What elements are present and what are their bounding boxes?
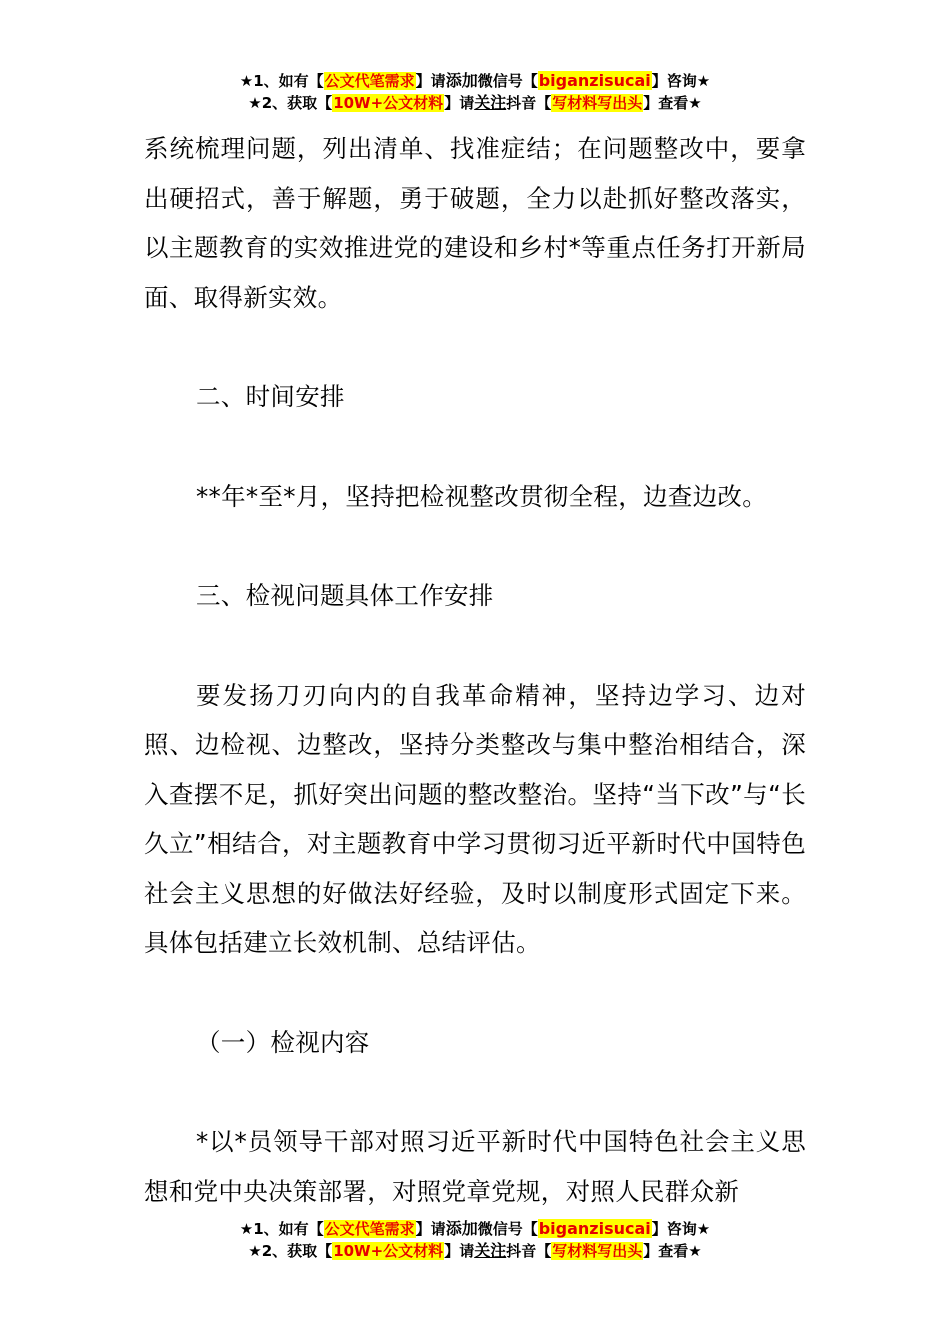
banner-line-1: ★1、如有【公文代笔需求】请添加微信号【biganzisucai】咨询★ (239, 71, 711, 90)
douyin-id-highlight: 写材料写出头 (552, 1242, 643, 1260)
banner-line-2: ★2、获取【10W+公文材料】请关注抖音【写材料写出头】查看★ (248, 1241, 702, 1260)
service-highlight: 公文代笔需求 (324, 1220, 415, 1238)
service-highlight: 公文代笔需求 (324, 72, 415, 90)
paragraph-1: 系统梳理问题，列出清单、找准症结；在问题整改中，要拿出硬招式，善于解题，勇于破题，全力以赴抓好整改落实，以主题教育的实效推进党的建设和乡村*等重点任务打开新局面、取得新实效。 (144, 134, 806, 312)
section-heading-3: 三、检视问题具体工作安排 (196, 581, 494, 610)
banner-line-1: ★1、如有【公文代笔需求】请添加微信号【biganzisucai】咨询★ (239, 1219, 711, 1238)
paragraph-2: **年*至*月，坚持把检视整改贯彻全程，边查边改。 (196, 481, 767, 511)
materials-highlight: 10W+公文材料 (333, 94, 444, 112)
header-banner (0, 70, 950, 114)
subsection-heading-1: （一）检视内容 (196, 1027, 370, 1057)
document-body (144, 124, 806, 1216)
materials-highlight: 10W+公文材料 (333, 1242, 444, 1260)
paragraph-4: *以*员领导干部对照习近平新时代中国特色社会主义思想和党中央决策部署，对照党章党规，对照人民群众新 (144, 1127, 806, 1206)
section-heading-2: 二、时间安排 (196, 382, 345, 411)
wechat-id-highlight: biganzisucai (538, 71, 651, 90)
footer-banner (0, 1218, 950, 1262)
paragraph-3: 要发扬刀刃向内的自我革命精神，坚持边学习、边对照、边检视、边整改，坚持分类整改与集中整治相结合，深入查摆不足，抓好突出问题的整改整治。坚持“当下改”与“长久立”相结合，对主题教育中学习贯彻习近平新时代中国特色社会主义思想的好做法好经验，及时以制度形式固定下来。具体包括建立长效机制、总结评估。 (144, 680, 806, 957)
douyin-id-highlight: 写材料写出头 (552, 94, 643, 112)
wechat-id-highlight: biganzisucai (538, 1219, 651, 1238)
banner-line-2: ★2、获取【10W+公文材料】请关注抖音【写材料写出头】查看★ (248, 93, 702, 112)
